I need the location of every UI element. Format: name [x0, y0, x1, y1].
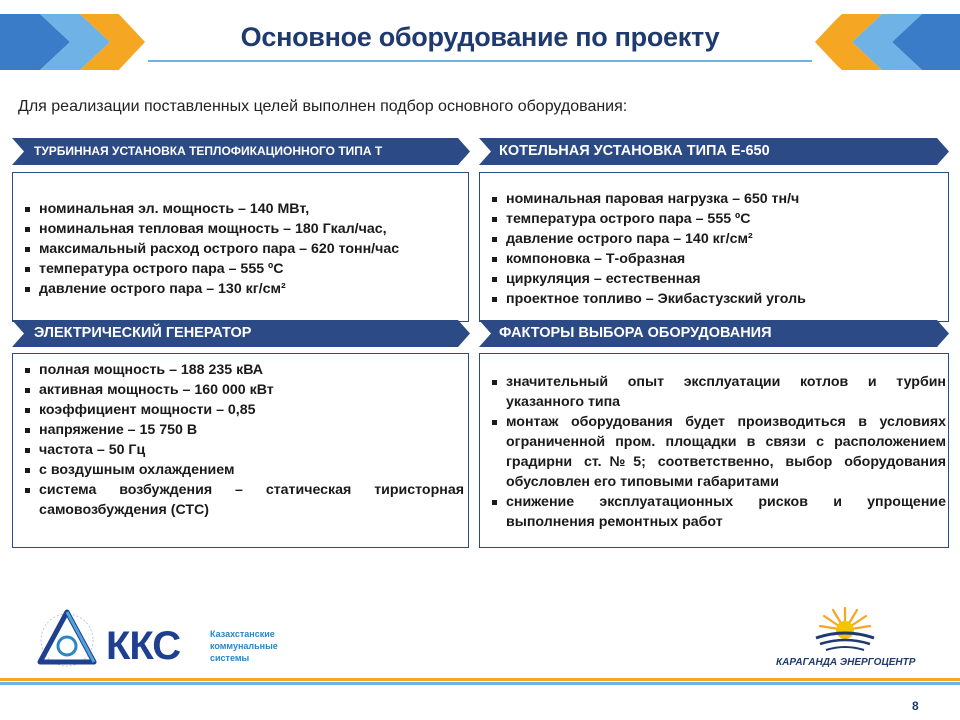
section-header-turbine — [12, 138, 470, 165]
footer-divider — [0, 676, 960, 688]
karaganda-energocenter-logo-text: КАРАГАНДА ЭНЕРГОЦЕНТР — [776, 657, 916, 668]
list-item: компоновка – Т-образная — [490, 249, 940, 269]
list-item: активная мощность – 160 000 кВт — [23, 380, 464, 400]
list-item: частота – 50 Гц — [23, 440, 464, 460]
list-item: максимальный расход острого пара – 620 тонн/час — [23, 239, 460, 259]
list-item: температура острого пара – 555 ºС — [23, 259, 460, 279]
list-item: циркуляция – естественная — [490, 269, 940, 289]
section-title-generator: ЭЛЕКТРИЧЕСКИЙ ГЕНЕРАТОР — [34, 325, 252, 341]
section-header-generator — [12, 320, 470, 347]
generator-specs-list — [23, 360, 464, 520]
boiler-specs-box — [479, 172, 949, 322]
list-item: коэффициент мощности – 0,85 — [23, 400, 464, 420]
list-item: система возбуждения – статическая тиристорная самовозбуждения (СТС) — [23, 480, 464, 520]
boiler-specs-list — [490, 189, 940, 309]
list-item: номинальная паровая нагрузка – 650 тн/ч — [490, 189, 940, 209]
kks-subtitle-line: Казахстанские — [210, 629, 275, 639]
list-item: снижение эксплуатационных рисков и упрощение выполнения ремонтных работ — [490, 492, 946, 532]
intro-text: Для реализации поставленных целей выполнен подбор основного оборудования: — [18, 98, 628, 115]
section-title-boiler: КОТЕЛЬНАЯ УСТАНОВКА ТИПА Е-650 — [499, 143, 770, 159]
turbine-specs-list — [23, 199, 460, 299]
page-title: Основное оборудование по проекту — [240, 22, 720, 52]
list-item: полная мощность – 188 235 кВА — [23, 360, 464, 380]
section-header-factors — [479, 320, 949, 347]
sun-logo-icon — [812, 604, 878, 656]
kks-subtitle-line: системы — [210, 653, 250, 663]
page-number: 8 — [912, 699, 919, 713]
list-item: номинальная тепловая мощность – 180 Гкал/час, — [23, 219, 460, 239]
list-item: давление острого пара – 140 кг/см² — [490, 229, 940, 249]
kks-logo-subtitle — [210, 628, 278, 664]
section-title-turbine: ТУРБИННАЯ УСТАНОВКА ТЕПЛОФИКАЦИОННОГО ТИПА Т — [34, 144, 383, 158]
list-item: монтаж оборудования будет производиться в условиях ограниченной пром. площадки в связи с расположением градирни ст.№5; соответственно, выбор оборудования обусловлен его типовыми габаритами — [490, 412, 946, 492]
turbine-specs-box — [12, 172, 469, 322]
kks-logo-text: ККС — [106, 624, 181, 668]
list-item: номинальная эл. мощность – 140 МВт, — [23, 199, 460, 219]
list-item: давление острого пара – 130 кг/см² — [23, 279, 460, 299]
generator-specs-box — [12, 353, 469, 548]
list-item: напряжение – 15 750 В — [23, 420, 464, 440]
section-title-factors: ФАКТОРЫ ВЫБОРА ОБОРУДОВАНИЯ — [499, 325, 772, 341]
list-item: температура острого пара – 555 ºС — [490, 209, 940, 229]
list-item: значительный опыт эксплуатации котлов и турбин указанного типа — [490, 372, 946, 412]
section-header-boiler — [479, 138, 949, 165]
list-item: с воздушным охлаждением — [23, 460, 464, 480]
factors-box — [479, 353, 949, 548]
kks-subtitle-line: коммунальные — [210, 641, 278, 651]
kks-logo-icon — [30, 606, 104, 672]
list-item: проектное топливо – Экибастузский уголь — [490, 289, 940, 309]
factors-list — [490, 372, 946, 532]
